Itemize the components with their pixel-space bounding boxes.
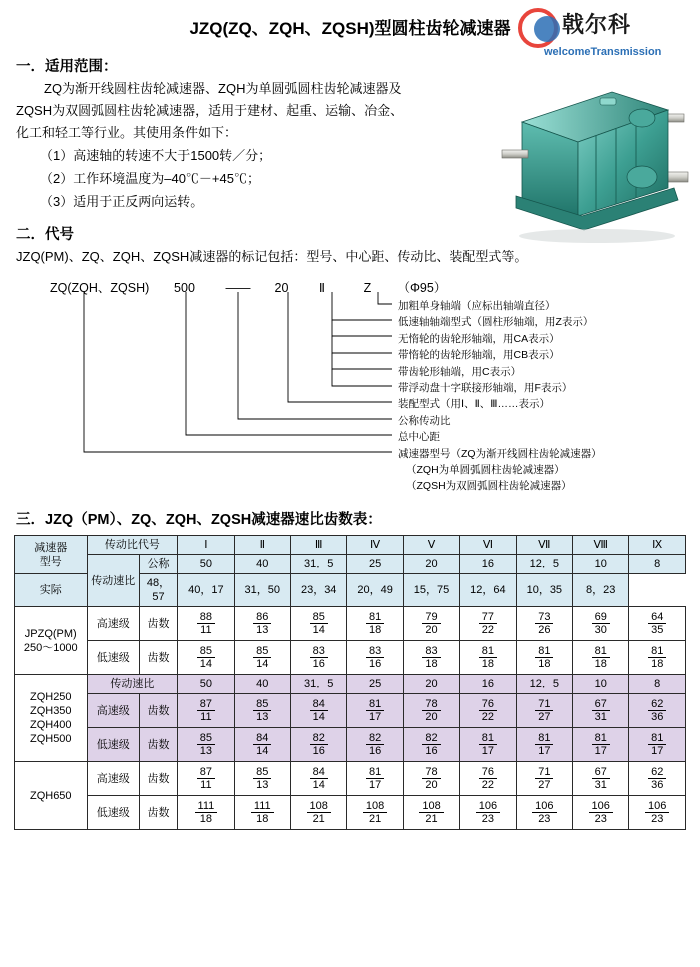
table-corner-label: 减速器 型号 [15, 536, 88, 574]
cell-b1r1c7: $\frac{81}{17}$ [573, 728, 629, 762]
cell-b0r1c2: $\frac{83}{16}$ [291, 641, 347, 675]
cell-b1r1c3: $\frac{82}{16}$ [347, 728, 403, 762]
code-note-1: 加粗单身轴端（应标出轴端直径） [398, 300, 556, 312]
table-actual-label: 实际 [15, 574, 88, 607]
cell-b0r1c6: $\frac{81}{18}$ [516, 641, 572, 675]
table-ratio-label-2: 传动速比 [87, 675, 178, 694]
table-stage-high: 高速级 [87, 607, 139, 641]
table-stage-high: 高速级 [87, 762, 139, 796]
b1-ratio-0: 50 [178, 675, 234, 694]
table-nominal-8: 10 [573, 555, 629, 574]
table-stage-low: 低速级 [87, 641, 139, 675]
table-nominal-3: 31．5 [291, 555, 347, 574]
cell-b0r1c4: $\frac{83}{18}$ [403, 641, 459, 675]
cell-b2r0c5: $\frac{76}{22}$ [460, 762, 516, 796]
cell-b2r0c7: $\frac{67}{31}$ [573, 762, 629, 796]
code-ratio: 20 [274, 281, 289, 295]
cell-b1r0c5: $\frac{76}{22}$ [460, 694, 516, 728]
ratio-teeth-table [14, 535, 686, 830]
table-model-jpzq: JPZQ(PM) 250～1000 [15, 607, 88, 675]
cell-b1r0c3: $\frac{81}{17}$ [347, 694, 403, 728]
table-kind-teeth: 齿数 [139, 796, 177, 830]
cell-b0r1c1: $\frac{85}{14}$ [234, 641, 290, 675]
b1-ratio-8: 8 [629, 675, 686, 694]
table-actual-6: 15，75 [403, 574, 459, 607]
cell-b1r0c0: $\frac{87}{11}$ [178, 694, 234, 728]
gearbox-illustration [492, 76, 692, 248]
cell-b0r1c7: $\frac{81}{18}$ [573, 641, 629, 675]
cell-b1r1c2: $\frac{82}{16}$ [291, 728, 347, 762]
table-roman-4: Ⅳ [347, 536, 403, 555]
section1-p2: ZQSH为双圆弧圆柱齿轮减速器，适用于建材、起重、运输、冶金、 [16, 103, 404, 118]
table-row [15, 694, 686, 728]
table-roman-2: Ⅱ [234, 536, 290, 555]
b1-ratio-5: 16 [460, 675, 516, 694]
table-actual-2: 40，17 [178, 574, 234, 607]
table-nominal-2: 40 [234, 555, 290, 574]
cell-b0r0c2: $\frac{85}{14}$ [291, 607, 347, 641]
cell-b0r0c5: $\frac{77}{22}$ [460, 607, 516, 641]
table-roman-6: Ⅵ [460, 536, 516, 555]
cell-b2r0c1: $\frac{85}{13}$ [234, 762, 290, 796]
code-notes [398, 298, 602, 495]
section1-heading: 一．适用范围： [16, 59, 118, 75]
table-nominal-7: 12．5 [516, 555, 572, 574]
table-actual-7: 12，64 [460, 574, 516, 607]
logo-circle-icon [534, 16, 560, 42]
logo-company-name-cn: 戟尔科 [562, 12, 632, 37]
cell-b0r0c8: $\frac{64}{35}$ [629, 607, 686, 641]
cell-b1r1c8: $\frac{81}{17}$ [629, 728, 686, 762]
table-actual-9: 8，23 [573, 574, 629, 607]
cell-b1r0c4: $\frac{78}{20}$ [403, 694, 459, 728]
b1-ratio-6: 12．5 [516, 675, 572, 694]
section2-heading: 二．代号 [16, 227, 74, 243]
table-group-label: 传动比代号 [87, 536, 178, 555]
cell-b2r1c2: $\frac{108}{21}$ [291, 796, 347, 830]
cell-b0r0c1: $\frac{86}{13}$ [234, 607, 290, 641]
code-note-7: 装配型式（用Ⅰ、Ⅱ、Ⅲ……表示） [398, 398, 551, 411]
table-stage-low: 低速级 [87, 728, 139, 762]
table-kind-teeth: 齿数 [139, 762, 177, 796]
cell-b1r1c6: $\frac{81}{17}$ [516, 728, 572, 762]
cell-b1r0c8: $\frac{62}{36}$ [629, 694, 686, 728]
b1-ratio-4: 20 [403, 675, 459, 694]
cell-b1r0c2: $\frac{84}{14}$ [291, 694, 347, 728]
cell-b2r0c3: $\frac{81}{17}$ [347, 762, 403, 796]
cell-b0r0c0: $\frac{88}{11}$ [178, 607, 234, 641]
table-nominal-9: 8 [629, 555, 686, 574]
table-row [15, 762, 686, 796]
cell-b1r0c6: $\frac{71}{27}$ [516, 694, 572, 728]
table-roman-3: Ⅲ [291, 536, 347, 555]
code-note-9: 总中心距 [398, 431, 440, 444]
table-actual-1: 48，57 [139, 574, 177, 607]
table-actual-3: 31，50 [234, 574, 290, 607]
table-roman-8: Ⅷ [573, 536, 629, 555]
code-assembly: Ⅱ [318, 281, 326, 295]
cell-b2r1c8: $\frac{106}{23}$ [629, 796, 686, 830]
section2-p1: JZQ(PM)、ZQ、ZQH、ZQSH减速器的标记包括：型号、中心距、传动比、装配型式等。 [16, 249, 528, 264]
code-diameter: （Φ95） [397, 281, 447, 295]
b1-ratio-3: 25 [347, 675, 403, 694]
cell-b1r1c1: $\frac{84}{14}$ [234, 728, 290, 762]
table-ratio-label: 传动速比 [87, 555, 139, 607]
cell-b2r0c6: $\frac{71}{27}$ [516, 762, 572, 796]
table-roman-5: Ⅴ [403, 536, 459, 555]
code-shaft-type: Z [363, 281, 372, 295]
code-model: ZQ(ZQH、ZQSH) [50, 281, 150, 295]
cell-b2r1c7: $\frac{106}{23}$ [573, 796, 629, 830]
cell-b0r1c3: $\frac{83}{16}$ [347, 641, 403, 675]
b1-ratio-2: 31．5 [291, 675, 347, 694]
code-note-11: （ZQH为单圆弧圆柱齿轮减速器） [406, 464, 565, 477]
cell-b0r0c3: $\frac{81}{18}$ [347, 607, 403, 641]
code-note-3: 无惰轮的齿轮形轴端，用CA表示） [398, 332, 560, 345]
code-diagram [0, 274, 700, 504]
code-center-distance: 500 [174, 281, 195, 295]
table-row [15, 607, 686, 641]
cell-b2r1c3: $\frac{108}{21}$ [347, 796, 403, 830]
section1-p1: ZQ为渐开线圆柱齿轮减速器、ZQH为单圆弧圆柱齿轮减速器及 [44, 81, 402, 96]
table-nominal-4: 25 [347, 555, 403, 574]
table-kind-teeth: 齿数 [139, 641, 177, 675]
table-roman-1: Ⅰ [178, 536, 234, 555]
cell-b1r1c4: $\frac{82}{16}$ [403, 728, 459, 762]
cell-b0r0c6: $\frac{73}{26}$ [516, 607, 572, 641]
table-row [15, 641, 686, 675]
table-kind-teeth: 齿数 [139, 694, 177, 728]
code-note-4: 带惰轮的齿轮形轴端，用CB表示） [398, 349, 560, 362]
code-note-6: 带浮动盘十字联接形轴端，用F表示） [398, 382, 573, 395]
table-row [15, 536, 686, 555]
code-note-8: 公称传动比 [398, 414, 451, 427]
table-row [15, 728, 686, 762]
cell-b0r1c0: $\frac{85}{14}$ [178, 641, 234, 675]
page-title: JZQ(ZQ、ZQH、ZQSH)型圆柱齿轮减速器 [189, 19, 511, 38]
cell-b1r1c5: $\frac{81}{17}$ [460, 728, 516, 762]
table-model-zqh250: ZQH250 ZQH350 ZQH400 ZQH500 [15, 675, 88, 762]
cell-b2r1c0: $\frac{111}{18}$ [178, 796, 234, 830]
table-actual-4: 23，34 [291, 574, 347, 607]
cell-b1r0c1: $\frac{85}{13}$ [234, 694, 290, 728]
table-row [15, 796, 686, 830]
logo-company-name-en: welcomeTransmission [544, 46, 662, 58]
table-kind-teeth: 齿数 [139, 728, 177, 762]
b1-ratio-1: 40 [234, 675, 290, 694]
code-note-12: （ZQSH为双圆弧圆柱齿轮减速器） [406, 480, 572, 493]
code-note-5: 带齿轮形轴端，用C表示） [398, 365, 522, 378]
section1-item-2: （2）工作环境温度为–40℃－+45℃； [40, 171, 260, 186]
section1-item-1: （1）高速轴的转速不大于1500转／分； [40, 148, 272, 163]
table-row [15, 555, 686, 574]
cell-b2r1c6: $\frac{106}{23}$ [516, 796, 572, 830]
table-nominal-5: 20 [403, 555, 459, 574]
cell-b2r0c0: $\frac{87}{11}$ [178, 762, 234, 796]
cell-b0r0c4: $\frac{79}{20}$ [403, 607, 459, 641]
cell-b2r0c2: $\frac{84}{14}$ [291, 762, 347, 796]
table-actual-8: 10，35 [516, 574, 572, 607]
cell-b2r1c4: $\frac{108}{21}$ [403, 796, 459, 830]
table-model-zqh650: ZQH650 [15, 762, 88, 830]
cell-b2r0c8: $\frac{62}{36}$ [629, 762, 686, 796]
code-note-2: 低速轴轴端型式（圆柱形轴端，用Z表示） [398, 316, 594, 329]
cell-b2r1c5: $\frac{106}{23}$ [460, 796, 516, 830]
table-kind-teeth: 齿数 [139, 607, 177, 641]
table-stage-low: 低速级 [87, 796, 139, 830]
table-stage-high: 高速级 [87, 694, 139, 728]
table-nominal-6: 16 [460, 555, 516, 574]
cell-b1r0c7: $\frac{67}{31}$ [573, 694, 629, 728]
b1-ratio-7: 10 [573, 675, 629, 694]
table-nominal-label: 公称 [139, 555, 177, 574]
code-note-10: 减速器型号（ZQ为渐开线圆柱齿轮减速器） [398, 447, 602, 460]
section1-item-3: （3）适用于正反两向运转。 [40, 194, 204, 209]
table-roman-7: Ⅶ [516, 536, 572, 555]
cell-b2r1c1: $\frac{111}{18}$ [234, 796, 290, 830]
cell-b0r1c8: $\frac{81}{18}$ [629, 641, 686, 675]
section3-heading: 三．JZQ（PM）、ZQ、ZQH、ZQSH减速器速比齿数表： [16, 512, 382, 528]
cell-b0r1c5: $\frac{81}{18}$ [460, 641, 516, 675]
table-roman-9: Ⅸ [629, 536, 686, 555]
cell-b1r1c0: $\frac{85}{13}$ [178, 728, 234, 762]
section1-p3: 化工和轻工等行业。其使用条件如下： [16, 125, 238, 140]
cell-b0r0c7: $\frac{69}{30}$ [573, 607, 629, 641]
code-dash: —— [225, 281, 251, 295]
cell-b2r0c4: $\frac{78}{20}$ [403, 762, 459, 796]
table-row [15, 675, 686, 694]
company-logo [514, 6, 692, 72]
table-nominal-1: 50 [178, 555, 234, 574]
table-actual-5: 20，49 [347, 574, 403, 607]
